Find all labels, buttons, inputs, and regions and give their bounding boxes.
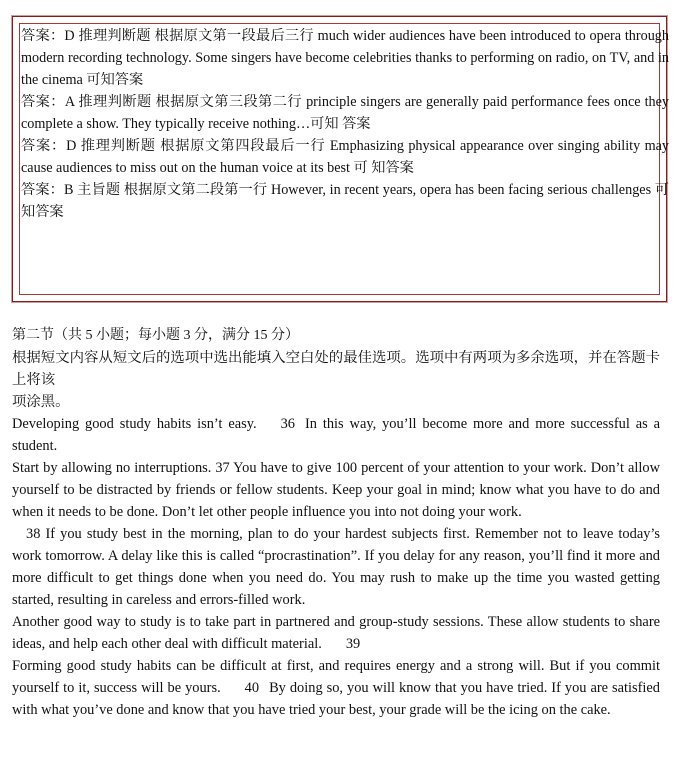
paragraph-1 (12, 413, 660, 457)
paragraph-5-text-after: By doing so, you will know that you have tried. If you are satisfied with what you’ve done and know that you have tried your best, your grade will be the icing on the cake. (12, 680, 661, 718)
section-title: 第二节（共 5 小题；每小题 3 分，满分 15 分） (12, 328, 299, 343)
answers-list (21, 25, 669, 223)
answer-3: 答案：D 推理判断题 根据原文第四段最后一行 Emphasizing physical appearance over singing ability may cause audiences to miss out on the human voice at its best 可 知答案 (21, 138, 669, 176)
answer-1: 答案：D 推理判断题 根据原文第一段最后三行 much wider audiences have been introduced to opera through modern recording technology. Some singers have become celebrities thanks to performing on radio, on TV, and in the cinema 可知答案 (21, 28, 669, 88)
blank-36: 36 (280, 416, 295, 432)
paragraph-3: 38 If you study best in the morning, plan to do your hardest subjects first. Remember not to leave today’s work tomorrow. A delay like this is called “procrastination”. If you delay for any reason, you’ll find it more and more difficult to get things done when you need do. You may rush to make up the time you wasted getting started, resulting in careless and errors-filled work. (12, 526, 660, 608)
answer-box (12, 16, 667, 302)
paragraph-1-text-after: In this way, you’ll become more and more successful as a student. (12, 416, 660, 454)
blank-39: 39 (345, 636, 361, 652)
section-instruction: 根据短文内容从短文后的选项中选出能填入空白处的最佳选项。选项中有两项为多余选项，并在答题卡上将该 (12, 350, 660, 388)
answer-2: 答案：A 推理判断题 根据原文第三段第二行 principle singers are generally paid performance fees once they complete a show. They typically receive nothing…可知 答案 (21, 94, 669, 132)
paragraph-4-text: Another good way to study is to take part in partnered and group-study sessions. These allow students to share ideas, and help each other deal with difficult material. (12, 614, 660, 652)
paragraph-5-text: Forming good study habits can be difficult at first, and requires energy and a strong will. But if you commit yourself to it, success will be yours. (12, 658, 660, 696)
section-two (12, 325, 660, 721)
answer-4: 答案：B 主旨题 根据原文第二段第一行 However, in recent years, opera has been facing serious challenges 可知答案 (21, 182, 669, 220)
paragraph-4 (12, 611, 660, 655)
paragraph-2: Start by allowing no interruptions. 37 You have to give 100 percent of your attention to your work. Don’t allow yourself to be distracted by friends or fellow students. Keep your goal in mind; know what you have to do and when it needs to be done. Don’t let other people influence you into not doing your work. (12, 460, 660, 520)
blank-40: 40 (244, 680, 260, 696)
section-instruction-tail: 项涂黑。 (12, 394, 70, 410)
paragraph-5 (12, 655, 660, 721)
paragraph-1-text: Developing good study habits isn’t easy. (12, 416, 257, 432)
